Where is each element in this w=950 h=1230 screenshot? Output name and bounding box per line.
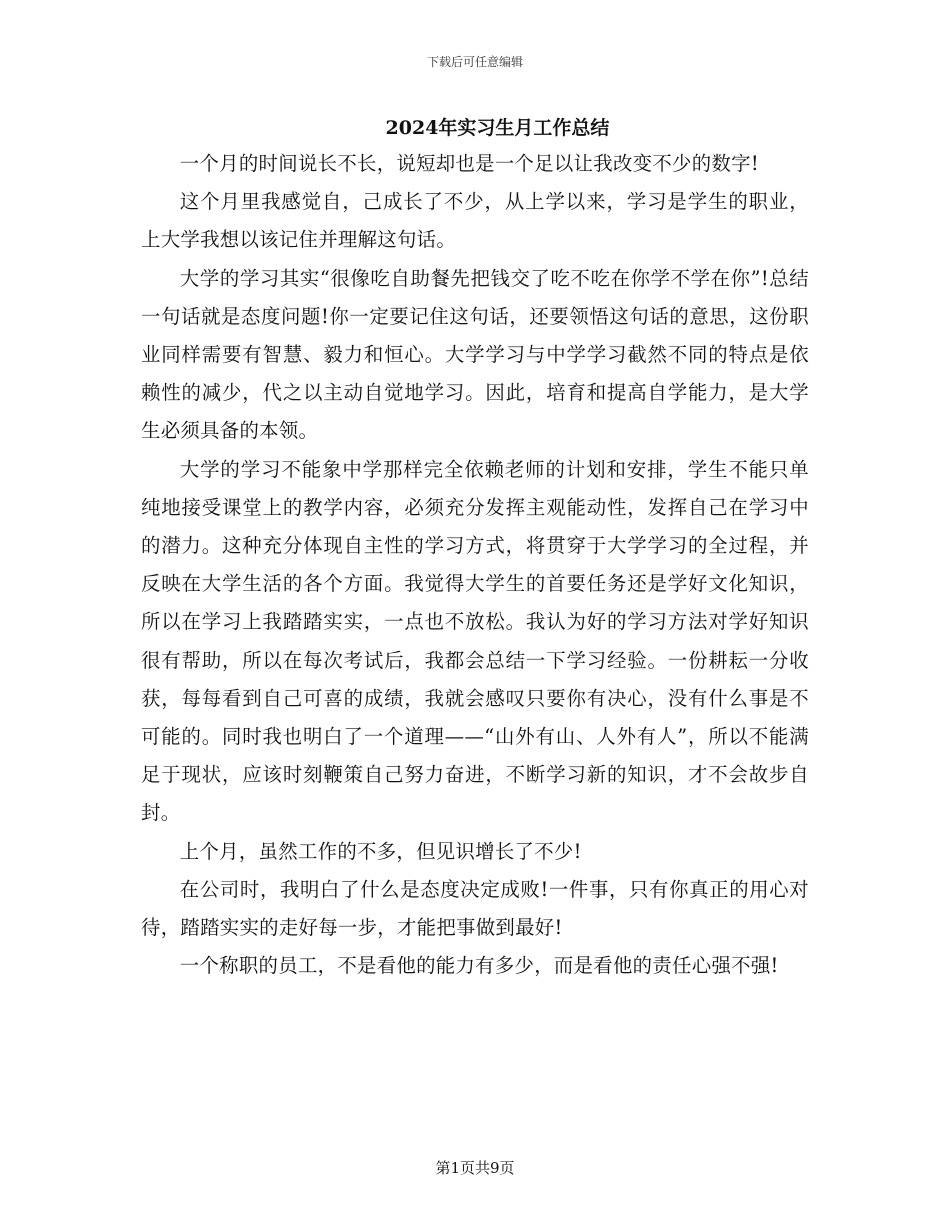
document-title: 2024年实习生月工作总结 [385, 117, 610, 139]
paragraph: 这个月里我感觉自，己成长了不少，从上学以来，学习是学生的职业，上大学我想以该记住并理解这句话。 [141, 190, 809, 252]
paragraph: 一个称职的员工，不是看他的能力有多少，而是看他的责任心强不强! [179, 954, 779, 978]
document-body [141, 145, 809, 985]
paragraph: 一个月的时间说长不长，说短却也是一个足以让我改变不少的数字! [179, 152, 759, 175]
header-note: 下载后可任意编辑 [426, 55, 523, 69]
paragraph: 在公司时，我明白了什么是态度决定成败!一件事，只有你真正的用心对待，踏踏实实的走好每一步，才能把事做到最好! [141, 877, 809, 940]
paragraph: 大学的学习不能象中学那样完全依赖老师的计划和安排，学生不能只单纯地接受课堂上的教学内容，必须充分发挥主观能动性，发挥自己在学习中的潜力。这种充分体现自主性的学习方式，将贯穿于大学学习的全过程，并反映在大学生活的各个方面。我觉得大学生的首要任务还是学好文化知识，所以在学习上我踏踏实实，一点也不放松。我认为好的学习方法对学好知识很有帮助，所以在每次考试后，我都会总结一下学习经验。一份耕耘一分收获，每每看到自己可喜的成绩，我就会感叹只要你有决心，没有什么事是不可能的。同时我也明白了一个道理——“山外有山、人外有人”，所以不能满足于现状，应该时刻鞭策自己努力奋进，不断学习新的知识，才不会故步自封。 [141, 457, 809, 825]
paragraph: 上个月，虽然工作的不多，但见识增长了不少! [179, 839, 582, 863]
page-indicator: 第1页共9页 [435, 1159, 515, 1177]
paragraph: 大学的学习其实“很像吃自助餐先把钱交了吃不吃在你学不学在你”!总结一句话就是态度问题!你一定要记住这句话，还要领悟这句话的意思，这份职业同样需要有智慧、毅力和恒心。大学学习与中学学习截然不同的特点是依赖性的减少，代之以主动自觉地学习。因此，培育和提高自学能力，是大学生必须具备的本领。 [141, 266, 809, 443]
